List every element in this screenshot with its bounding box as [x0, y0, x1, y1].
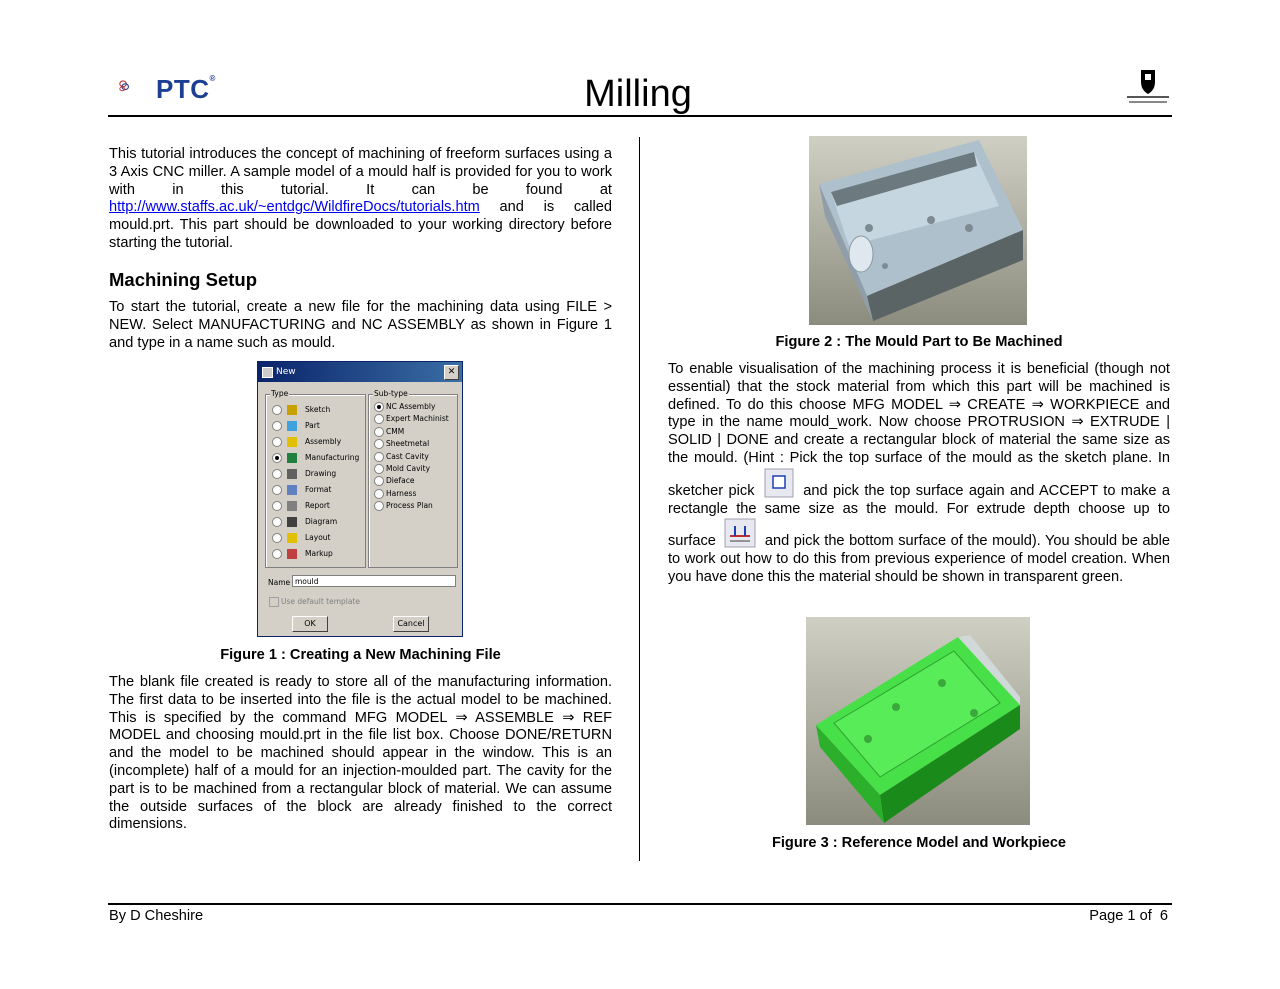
type-option-label: Markup	[305, 549, 333, 558]
footer-page-number: Page 1 of 6	[1089, 908, 1168, 924]
type-option[interactable]	[266, 515, 363, 529]
radio-button[interactable]	[374, 402, 384, 412]
type-icon	[287, 517, 297, 527]
type-icon	[287, 421, 297, 431]
radio-button[interactable]	[374, 501, 384, 511]
subtype-option-label: Mold Cavity	[386, 464, 431, 473]
subtype-option-label: Dieface	[386, 476, 415, 486]
radio-button[interactable]	[374, 427, 384, 437]
workpiece-paragraph: To enable visualisation of the machining process it is beneficial (though not essential) that the stock material from which this part will be machined is defined. To do this choose MFG MODEL ⇒ CREATE ⇒ WORKPIECE and type in the name mould_work. Now choose PROTRUSION ⇒ EXTRUDE | SOLID | DONE and create a rectangular block of material the same size as the mould. (Hint : Pick the top surface of the mould as the sketch plane. In sketcher pick and pick the top surface again and ACCEPT to make a rectangle the same size as the mould. For extrude depth choose up to surface and pick the bottom surface of the mould). You should be able to work out how to do this from previous experience of model creation. When you have done this the material should be shown in transparent green.	[668, 361, 1170, 585]
new-file-dialog	[257, 361, 463, 637]
radio-button[interactable]	[272, 453, 282, 463]
type-option[interactable]	[266, 435, 363, 449]
type-option-label: Report	[305, 501, 330, 510]
type-option[interactable]	[266, 531, 363, 545]
type-option[interactable]	[266, 467, 363, 481]
dialog-title: New	[276, 367, 296, 377]
radio-button[interactable]	[272, 421, 282, 431]
radio-button[interactable]	[272, 485, 282, 495]
subtype-option-label: Cast Cavity	[386, 451, 429, 461]
type-option[interactable]	[266, 547, 363, 561]
radio-button[interactable]	[374, 489, 384, 499]
reference-model-workpiece-image	[806, 617, 1030, 825]
type-option-label: Assembly	[305, 437, 342, 446]
type-icon	[287, 405, 297, 415]
use-default-template-label: Use default template	[281, 597, 361, 606]
type-option-label: Diagram	[305, 517, 338, 526]
radio-button[interactable]	[374, 476, 384, 486]
intro-paragraph: This tutorial introduces the concept of machining of freeform surfaces using a 3 Axis CNC miller. A sample model of a mould half is provided for you to work with in this tutorial. It can be found at http://www.staffs.ac.uk/~entdgc/WildfireDocs/tutorials.htm and is called mould.prt. This part should be downloaded to your working directory before starting the tutorial.	[109, 146, 612, 251]
subtype-option-label: Expert Machinist	[386, 414, 449, 424]
sketch-rectangle-icon[interactable]	[764, 468, 794, 498]
type-option-label: Drawing	[305, 469, 337, 478]
radio-button[interactable]	[272, 517, 282, 527]
type-option-label: Part	[305, 421, 320, 430]
blank-file-paragraph: The blank file created is ready to store all of the manufacturing information. The first data to be inserted into the file is the actual model to be machined. This is specified by the command MFG MODEL ⇒ ASSEMBLE ⇒ REF MODEL and choosing mould.prt in the file list box. Choose DONE/RETURN and the model to be machined should appear in the window. This is an (incomplete) half of a mould for an injection-moulded part. The cavity for the part is to be machined from a rectangular block of material. We can assume the outside surfaces of the block are already finished to the correct dimensions.	[109, 674, 612, 833]
subtype-option-label: CMM	[386, 426, 405, 436]
radio-button[interactable]	[272, 549, 282, 559]
setup-paragraph: To start the tutorial, create a new file for the machining data using FILE > NEW. Select MANUFACTURING and NC ASSEMBLY as shown in Figure 1 and type in a name such as mould.	[109, 299, 612, 351]
dialog-title-bar	[258, 362, 462, 382]
subtype-option-label: Harness	[386, 488, 417, 498]
use-default-template-checkbox[interactable]	[269, 597, 279, 607]
type-option[interactable]	[266, 483, 363, 497]
type-icon	[287, 501, 297, 511]
type-group	[265, 389, 366, 568]
footer-rule	[108, 903, 1172, 905]
type-option-label: Format	[305, 485, 332, 494]
type-option-label: Manufacturing	[305, 453, 360, 462]
type-icon	[287, 485, 297, 495]
up-to-surface-icon[interactable]	[724, 518, 756, 548]
dialog-app-icon	[262, 367, 273, 378]
type-option-label: Sketch	[305, 405, 331, 414]
cancel-button[interactable]: Cancel	[393, 616, 429, 632]
page-title: Milling	[584, 73, 692, 115]
name-label: Name	[268, 578, 291, 587]
type-option[interactable]	[266, 419, 363, 433]
type-icon	[287, 437, 297, 447]
type-option[interactable]	[266, 499, 363, 513]
section-heading: Machining Setup	[109, 269, 257, 290]
radio-button[interactable]	[374, 464, 384, 474]
close-icon[interactable]: ✕	[444, 365, 459, 380]
type-icon	[287, 453, 297, 463]
type-option-label: Layout	[305, 533, 331, 542]
mould-part-image	[809, 136, 1027, 325]
radio-button[interactable]	[374, 452, 384, 462]
radio-button[interactable]	[374, 414, 384, 424]
type-group-label: Type	[271, 389, 289, 398]
radio-button[interactable]	[374, 439, 384, 449]
subtype-group-label: Sub-type	[374, 389, 408, 398]
subtype-option-label: NC Assembly	[386, 402, 436, 411]
subtype-option-label: Sheetmetal	[386, 439, 430, 449]
ok-button[interactable]: OK	[292, 616, 328, 632]
university-crest-icon	[1125, 66, 1171, 108]
type-option[interactable]	[266, 403, 363, 417]
radio-button[interactable]	[272, 405, 282, 415]
figure3-caption: Figure 3 : Reference Model and Workpiece	[771, 835, 1067, 851]
type-icon	[287, 533, 297, 543]
ptc-logo-text: PTC®	[156, 74, 216, 104]
radio-button[interactable]	[272, 437, 282, 447]
radio-button[interactable]	[272, 501, 282, 511]
type-option[interactable]	[266, 451, 363, 465]
radio-button[interactable]	[272, 469, 282, 479]
type-icon	[287, 469, 297, 479]
radio-button[interactable]	[272, 533, 282, 543]
header-rule	[108, 115, 1172, 117]
tutorials-link[interactable]: http://www.staffs.ac.uk/~entdgc/WildfireDocs/tutorials.htm	[109, 199, 480, 216]
subtype-option-label: Process Plan	[386, 501, 433, 511]
figure1-caption: Figure 1 : Creating a New Machining File	[220, 647, 501, 663]
column-divider	[639, 137, 640, 861]
subtype-option[interactable]	[369, 499, 455, 513]
name-input[interactable]: mould	[292, 575, 456, 587]
footer-author: By D Cheshire	[109, 908, 204, 924]
subtype-group	[368, 389, 458, 568]
figure2-caption: Figure 2 : The Mould Part to Be Machined	[775, 334, 1063, 350]
type-icon	[287, 549, 297, 559]
